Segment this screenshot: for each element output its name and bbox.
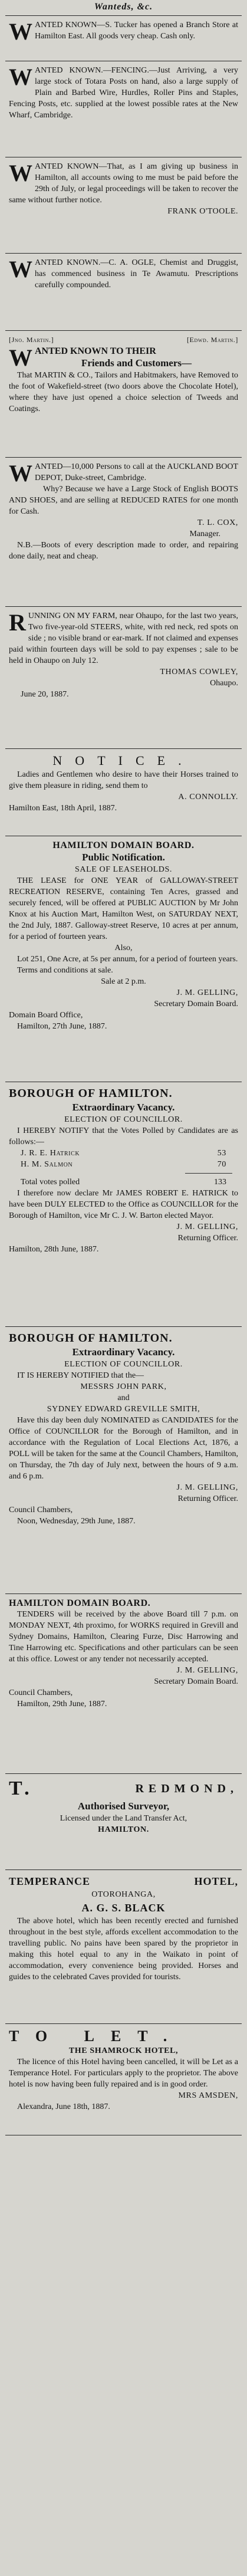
ad-ogle xyxy=(5,253,242,330)
section-heading: Wanteds, &c. xyxy=(94,2,153,12)
ad-owner: A. G. S. BLACK xyxy=(81,1902,166,1914)
ad-text: ANTED KNOWN—That, as I am giving up business in Hamilton, all accounts owing to me must be paid before the 29th of July, or legal proceedings will be taken to recover the same without further notice. xyxy=(9,162,238,205)
ad-title: HAMILTON DOMAIN BOARD. xyxy=(52,840,195,850)
ad-date: Hamilton, 27th June, 1887. xyxy=(17,1022,107,1031)
ad-connolly-notice xyxy=(5,748,242,836)
ad-name: THE SHAMROCK HOTEL, xyxy=(68,2046,179,2055)
ad-subhead: Friends and Customers— xyxy=(81,357,192,369)
ad-office: Domain Board Office, xyxy=(9,1011,83,1020)
ad-title: NOTICE. xyxy=(52,753,195,768)
ad-office: Council Chambers, xyxy=(9,1688,73,1697)
ad-shamrock-to-let xyxy=(5,2023,242,2135)
vote-row xyxy=(9,1159,238,1170)
ad-text: That MARTIN & CO., Tailors and Habitmakers, have Removed to the foot of Wakefield-street (two doors above the Chocolate Hotel), where they have just opened a choice selection of Tweeds and Coatings. xyxy=(9,371,238,413)
candidate-name: J. R. E. Hatrick xyxy=(21,1149,80,1158)
drop-cap: W xyxy=(9,344,32,371)
ad-text: ANTED KNOWN.—C. A. OGLE, Chemist and Druggist, has commenced business in Te Awamutu. Prescriptions carefully compounded. xyxy=(35,258,238,290)
ad-text: THE LEASE for ONE YEAR of GALLOWAY-STREET RECREATION RESERVE, containing Ten Acres, grassed and securely fenced, will be offered at PUBLIC AUCTION by Mr John Knox at his Auction Mart, Hamilton West, on SATURDAY NEXT, the 2nd July, 1887. Galloway-street Reserve, 10 acres at per annum, for a period of fourteen years. xyxy=(9,876,238,941)
ad-signature: J. M. GELLING, xyxy=(176,1223,238,1231)
ad-lead: ANTED—10,000 Persons to call at the AUCKLAND BOOT DEPOT, Duke-street, Cambridge. xyxy=(35,462,238,482)
ad-borough-nomination xyxy=(5,1326,242,1593)
ad-signature-title: Manager. xyxy=(189,530,220,538)
ad-text: IT IS HEREBY NOTIFIED that the— xyxy=(17,1371,144,1380)
ad-text: UNNING ON MY FARM, near Ohaupo, for the last two years, Two five-year-old STEERS, white, with red neck, red spots on side ; no visible brand or ear-mark. If not claimed and expenses paid within fourteen days will be sold to pay expenses ; sale to be held in Ohaupo on July 12. xyxy=(9,612,238,665)
vote-count: 53 xyxy=(217,1149,226,1158)
ad-name: REDMOND, xyxy=(135,1782,238,1795)
ad-time: Sale at 2 p.m. xyxy=(101,977,146,986)
ad-signature: J. M. GELLING, xyxy=(176,988,238,997)
ad-title: TO LET. xyxy=(9,2028,184,2045)
candidate-1: MESSRS JOHN PARK, xyxy=(80,1382,167,1391)
drop-cap: W xyxy=(9,256,32,282)
surveyor-name-row xyxy=(9,1777,238,1800)
ad-borough-election-result xyxy=(5,1082,242,1326)
total-row xyxy=(9,1177,238,1188)
ad-signature-place: Ohaupo. xyxy=(210,679,238,688)
ad-body: Have this day been duly NOMINATED as CANDIDATES for the Office of COUNCILLOR for the Borough of Hamilton, and in accordance with the Regulation of Local Elections Act, 1876, a POLL will be taken for the same at the Council Chambers, Hamilton, on Thursday, the 7th day of July next, between the hours of 9 a.m. and 6 p.m. xyxy=(9,1416,238,1481)
ad-and: and xyxy=(117,1394,130,1402)
name-right: [Edwd. Martin.] xyxy=(186,336,238,344)
ad-sale-heading: SALE OF LEASEHOLDS. xyxy=(74,865,173,874)
ad-text: Ladies and Gentlemen who desire to have their Horses trained to give them pleasure in riding, send them to xyxy=(9,770,238,790)
ad-title-left: TEMPERANCE xyxy=(9,1875,91,1887)
ad-date: Hamilton, 29th June, 1887. xyxy=(17,1700,107,1708)
ad-subtitle: Extraordinary Vacancy. xyxy=(72,1346,175,1358)
ad-date: Hamilton, 28th June, 1887. xyxy=(9,1245,99,1254)
ad-martin-co xyxy=(5,330,242,457)
ad-title: HAMILTON DOMAIN BOARD. xyxy=(9,1598,151,1608)
ad-signature: J. M. GELLING, xyxy=(176,1483,238,1492)
ad-title: BOROUGH OF HAMILTON. xyxy=(9,1087,173,1100)
total-count: 133 xyxy=(214,1178,226,1187)
candidate-2: SYDNEY EDWARD GREVILLE SMITH, xyxy=(47,1405,200,1414)
drop-cap: W xyxy=(9,18,32,45)
ad-signature-title: Returning Officer. xyxy=(177,1494,238,1503)
hotel-title-row xyxy=(9,1874,238,1889)
ad-signature: A. CONNOLLY. xyxy=(178,793,238,801)
ad-declaration: I therefore now declare Mr JAMES ROBERT E. HATRICK to have been DULY ELECTED to the Office as COUNCILLOR for the Borough of Hamilton, vice Mr C. J. W. Barton elected Mayor. xyxy=(9,1189,238,1220)
ad-fencing xyxy=(5,61,242,157)
ad-subtitle-2: ELECTION OF COUNCILLOR. xyxy=(64,1115,183,1124)
ad-auckland-boot-depot xyxy=(5,457,242,606)
ad-note: N.B.—Boots of every description made to order, and repairing done daily, neat and cheap. xyxy=(9,541,238,561)
ad-signature: MRS AMSDEN, xyxy=(178,2091,238,2100)
ad-signature: T. L. COX, xyxy=(197,518,238,527)
ad-text: The licence of this Hotel having been cancelled, it will be Let as a Temperance Hotel. For particulars apply to the proprietor. The above hotel is now having been fully repaired and is in good order. xyxy=(9,2058,238,2089)
ad-date: June 20, 1887. xyxy=(21,690,69,699)
vote-row xyxy=(9,1148,238,1159)
name-left: [Jno. Martin.] xyxy=(9,336,54,344)
ad-title: BOROUGH OF HAMILTON. xyxy=(9,1332,173,1345)
ad-date: Hamilton East, 18th April, 1887. xyxy=(9,804,117,813)
ad-redmond-surveyor xyxy=(5,1773,242,1869)
ad-signature-title: Secretary Domain Board. xyxy=(154,1677,238,1686)
ad-terms: Terms and conditions at sale. xyxy=(17,966,113,975)
ad-subtitle: Authorised Surveyor, xyxy=(77,1800,170,1812)
ad-text: TENDERS will be received by the above Board till 7 p.m. on MONDAY NEXT, 4th proximo, for WORKS required in Grevill and Sydney Domains, Hamilton, Clearing Furze, Disc Harrowing and Tine Harrowing etc. Specifications and other particulars can be seen at this office. Lowest or any tender not necessarily accepted. xyxy=(9,1610,238,1664)
ad-place: OTOROHANGA, xyxy=(91,1890,156,1899)
ad-temperance-hotel xyxy=(5,1869,242,2023)
ad-initial: T. xyxy=(9,1777,33,1799)
ad-text: The above hotel, which has been recently erected and furnished throughout in the best style, affords excellent accommodation to the travelling public. No pains have been spared by the proprietor in making this hotel equal to any in the Waikato in point of accommodation, every convenience being provided. Horses and guides to the celebrated Caves provided for tourists. xyxy=(9,1917,238,1982)
ad-subtitle-2: ELECTION OF COUNCILLOR. xyxy=(64,1360,183,1369)
ad-title-right: HOTEL, xyxy=(194,1875,238,1887)
ad-lot: Lot 251, One Acre, at 5s per annum, for a period of fourteen years. xyxy=(17,955,238,964)
ad-text: Why? Because we have a Large Stock of English BOOTS AND SHOES, and are selling at REDUCED RATES for one month for Cash. xyxy=(9,485,238,516)
ad-subtitle: Extraordinary Vacancy. xyxy=(72,1102,175,1113)
ad-place: HAMILTON. xyxy=(98,1825,149,1834)
ad-otoole xyxy=(5,157,242,253)
vote-count: 70 xyxy=(217,1160,226,1169)
ad-tucker xyxy=(5,15,242,61)
ad-text: Licensed under the Land Transfer Act, xyxy=(60,1814,187,1823)
ad-signature-title: Secretary Domain Board. xyxy=(154,1000,238,1008)
ad-office: Council Chambers, xyxy=(9,1506,73,1514)
ad-headline: ANTED KNOWN TO THEIR xyxy=(35,346,156,356)
ad-cowley-steers xyxy=(5,606,242,748)
ad-also: Also, xyxy=(114,944,133,952)
drop-cap: W xyxy=(9,160,32,186)
ad-domain-board-tenders xyxy=(5,1593,242,1773)
ad-text: ANTED KNOWN—S. Tucker has opened a Branch Store at Hamilton East. All goods very cheap. Cash only. xyxy=(35,21,238,41)
ad-text: I HEREBY NOTIFY that the Votes Polled by Candidates are as follows:— xyxy=(9,1126,238,1146)
ad-date: Noon, Wednesday, 29th June, 1887. xyxy=(17,1517,136,1526)
ad-subtitle: Public Notification. xyxy=(82,852,165,863)
drop-cap: W xyxy=(9,64,32,90)
ad-signature: THOMAS COWLEY, xyxy=(160,668,238,676)
ad-signature: J. M. GELLING, xyxy=(176,1666,238,1675)
ad-signature: FRANK O'TOOLE. xyxy=(167,207,238,216)
total-label: Total votes polled xyxy=(21,1178,80,1187)
drop-cap: R xyxy=(9,609,26,636)
newspaper-page xyxy=(5,0,242,2135)
ad-text: ANTED KNOWN.—FENCING.—Just Arriving, a very large stock of Totara Posts on hand, also a large supply of Plain and Barbed Wire, Hurdles, Roller Pins and Staples, Fencing Posts, etc. supplied at the lowest possible rates at the New Wharf, Cambridge. xyxy=(9,66,238,120)
ad-signature-title: Returning Officer. xyxy=(177,1234,238,1243)
divider xyxy=(185,1173,232,1174)
ad-date: Alexandra, June 18th, 1887. xyxy=(17,2102,110,2111)
ad-domain-board-leaseholds xyxy=(5,836,242,1082)
candidate-name: H. M. Salmon xyxy=(21,1160,73,1169)
drop-cap: W xyxy=(9,460,32,487)
